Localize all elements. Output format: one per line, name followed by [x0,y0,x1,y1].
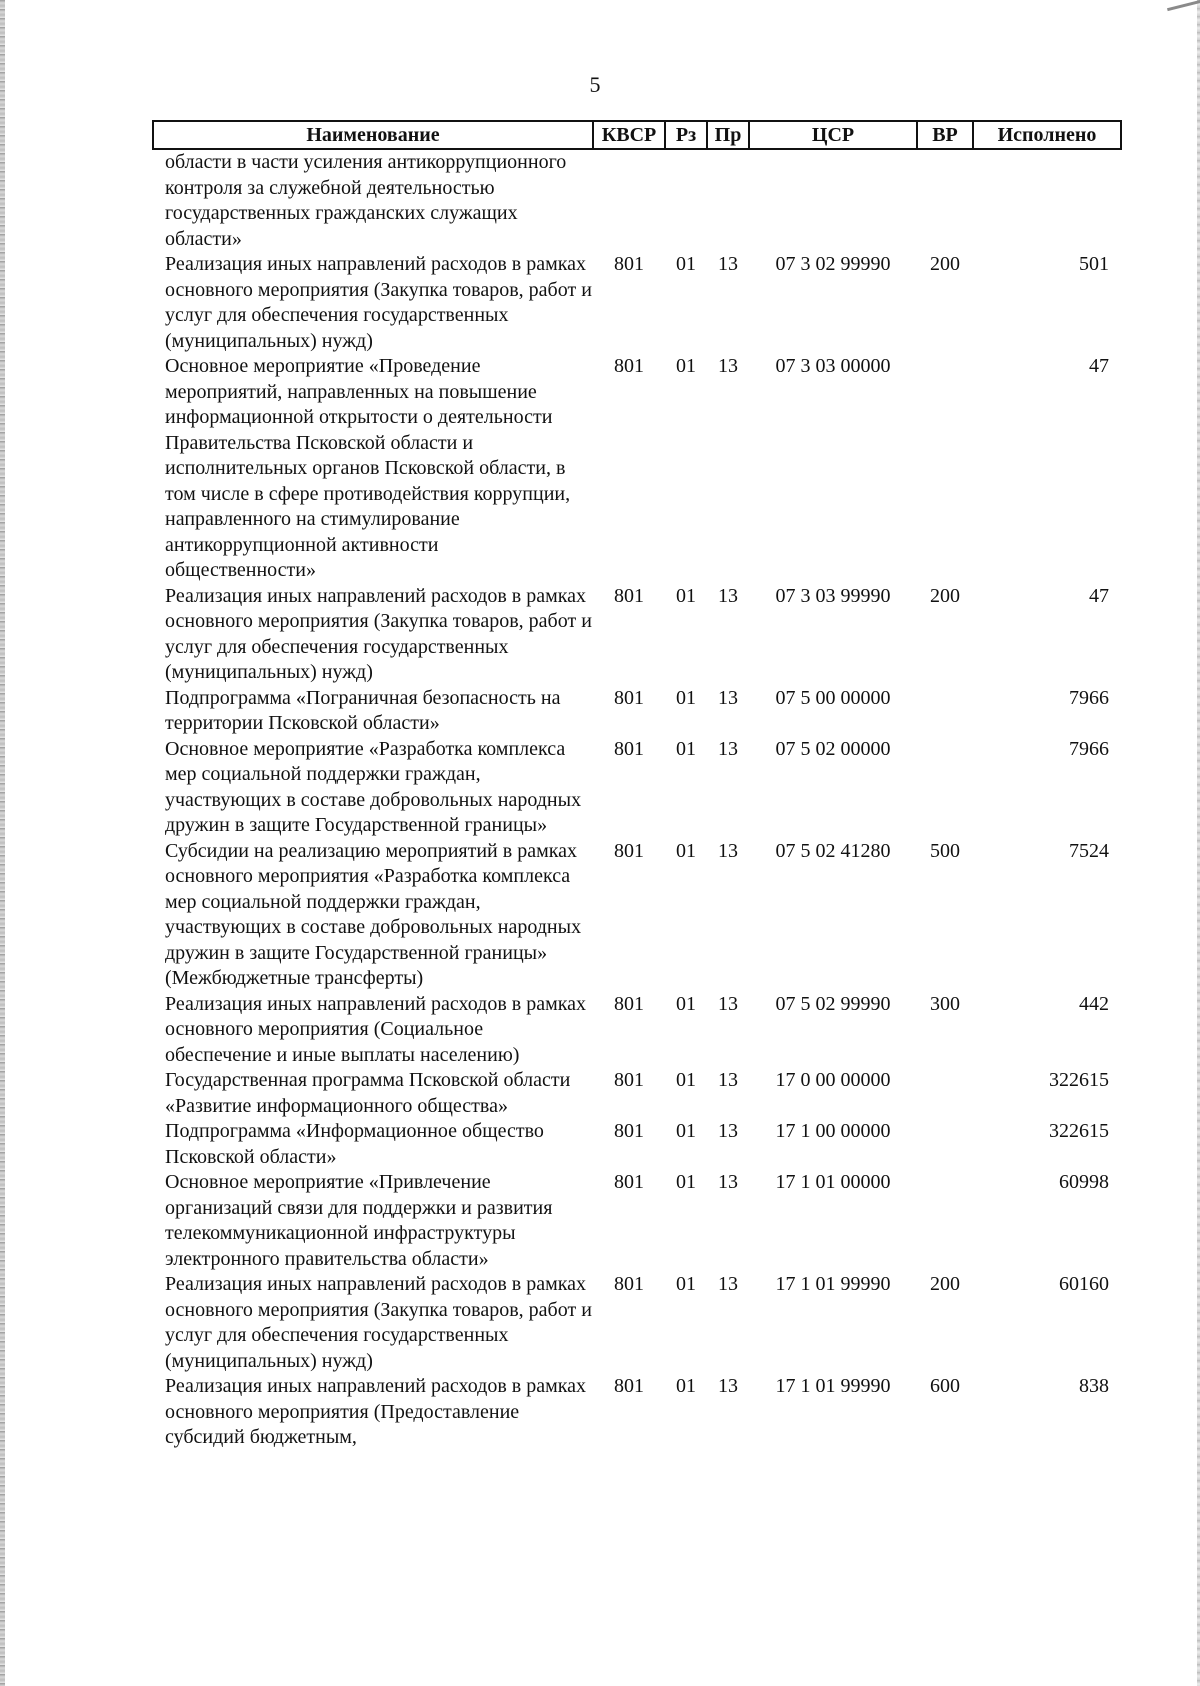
row-vr: 300 [930,992,960,1015]
table-row [153,737,1121,839]
row-name: Основное мероприятие «Разработка комплекса мер социальной поддержки граждан, участвующих в составе добровольных народных дружин в защите Государственной границы» [165,737,582,836]
header-pr: Пр [707,121,749,149]
row-rz: 01 [676,737,696,760]
row-rz: 01 [676,839,696,862]
row-csr: 17 1 01 99990 [775,1273,891,1295]
row-vr [917,1119,973,1170]
table-row [153,1374,1121,1451]
row-name: Реализация иных направлений расходов в рамках основного мероприятия (Закупка товаров, работ и услуг для обеспечения государственных (муниципальных) нужд) [165,584,592,683]
header-vr: ВР [917,121,973,149]
row-rz: 01 [676,1375,696,1397]
row-executed: 7524 [1069,839,1109,862]
scan-left-edge [0,0,5,1686]
row-vr: 600 [930,1375,960,1397]
row-csr: 17 1 01 99990 [775,1375,891,1397]
row-vr [917,686,973,737]
row-name: Реализация иных направлений расходов в рамках основного мероприятия (Закупка товаров, работ и услуг для обеспечения государственных (муниципальных) нужд) [165,253,592,352]
table-row [153,584,1121,686]
row-kvsr: 801 [614,253,644,275]
row-pr [707,149,749,252]
row-name: Реализация иных направлений расходов в рамках основного мероприятия (Предоставление субсидий бюджетным, [165,1375,587,1448]
budget-table [152,120,1122,1451]
row-name: Подпрограмма «Информационное общество Псковской области» [165,1120,544,1168]
row-pr: 13 [718,1171,738,1193]
row-rz [665,149,707,252]
table-row [153,252,1121,354]
table-row [153,686,1121,737]
row-kvsr: 801 [614,839,644,862]
row-rz: 01 [676,1120,696,1142]
row-csr: 07 5 02 99990 [775,992,891,1015]
row-executed: 322615 [1049,1069,1109,1091]
row-pr: 13 [718,839,738,862]
row-pr: 13 [718,253,738,275]
row-pr: 13 [718,1069,738,1091]
row-rz: 01 [676,253,696,275]
row-executed: 838 [1079,1375,1109,1397]
row-name: Реализация иных направлений расходов в рамках основного мероприятия (Социальное обеспечение и иные выплаты населению) [165,992,587,1066]
row-kvsr [593,149,665,252]
row-executed: 7966 [1069,686,1109,709]
row-csr: 07 5 02 41280 [775,839,891,862]
header-name: Наименование [153,121,593,149]
row-name: Субсидии на реализацию мероприятий в рамках основного мероприятия «Разработка комплекса мер социальной поддержки граждан, участвующих в составе добровольных народных дружин в защите Государственной границы» (Межбюджетные трансферты) [165,839,582,989]
row-rz: 01 [676,1171,696,1193]
row-executed: 322615 [1049,1120,1109,1142]
row-csr: 07 3 02 99990 [775,253,891,275]
row-vr: 200 [930,253,960,275]
row-name: Государственная программа Псковской области «Развитие информационного общества» [165,1069,571,1117]
page-number: 5 [589,72,601,97]
row-executed: 60998 [1059,1171,1109,1193]
row-name: Реализация иных направлений расходов в рамках основного мероприятия (Закупка товаров, работ и услуг для обеспечения государственных (муниципальных) нужд) [165,1273,592,1372]
row-pr: 13 [718,992,738,1015]
row-executed [973,149,1121,252]
row-executed: 7966 [1069,737,1109,760]
row-executed: 501 [1079,253,1109,275]
header-csr: ЦСР [749,121,917,149]
row-vr [917,354,973,584]
row-csr: 07 3 03 00000 [775,355,891,377]
row-pr: 13 [718,1273,738,1295]
row-pr: 13 [718,1375,738,1397]
row-pr: 13 [718,686,738,709]
table-header-row [153,121,1121,149]
table-row [153,354,1121,584]
row-kvsr: 801 [614,1069,644,1091]
row-executed: 442 [1079,992,1109,1015]
row-name: Основное мероприятие «Проведение мероприятий, направленных на повышение информационной открытости о деятельности Правительства Псковской области и исполнительных органов Псковской области, в том числе в сфере противодействия коррупции, направленного на стимулирование антикоррупционной активности общественности» [165,355,571,581]
row-executed: 47 [1089,355,1109,377]
row-rz: 01 [676,1069,696,1091]
row-pr: 13 [718,737,738,760]
row-name: Основное мероприятие «Привлечение организаций связи для поддержки и развития телекоммуникационной инфраструктуры электронного правительства области» [165,1171,553,1270]
row-csr: 07 5 02 00000 [775,737,891,760]
row-kvsr: 801 [614,686,644,709]
row-csr: 17 1 01 00000 [775,1171,891,1193]
row-name: Подпрограмма «Пограничная безопасность на территории Псковской области» [165,686,561,734]
row-pr: 13 [718,1120,738,1142]
row-vr [917,737,973,839]
row-vr [917,1170,973,1272]
row-kvsr: 801 [614,1273,644,1295]
row-kvsr: 801 [614,992,644,1015]
row-vr: 200 [930,584,960,607]
row-kvsr: 801 [614,355,644,377]
table-row [153,1068,1121,1119]
row-csr [749,149,917,252]
row-csr: 07 3 03 99990 [775,584,891,607]
row-executed: 47 [1089,584,1109,607]
table-row [153,1272,1121,1374]
row-rz: 01 [676,1273,696,1295]
scan-corner-mark [1167,0,1200,11]
row-csr: 17 1 00 00000 [775,1120,891,1142]
row-pr: 13 [718,355,738,377]
row-rz: 01 [676,584,696,607]
row-kvsr: 801 [614,1171,644,1193]
row-vr: 200 [930,1273,960,1295]
row-rz: 01 [676,355,696,377]
table-row [153,839,1121,992]
row-kvsr: 801 [614,1375,644,1397]
row-csr: 07 5 00 00000 [775,686,891,709]
row-executed: 60160 [1059,1273,1109,1295]
row-rz: 01 [676,992,696,1015]
row-kvsr: 801 [614,737,644,760]
header-executed: Исполнено [973,121,1121,149]
header-rz: Рз [665,121,707,149]
row-vr [917,1068,973,1119]
table-row [153,1119,1121,1170]
row-kvsr: 801 [614,1120,644,1142]
row-csr: 17 0 00 00000 [775,1069,891,1091]
row-kvsr: 801 [614,584,644,607]
row-vr [917,149,973,252]
header-kvsr: КВСР [593,121,665,149]
row-rz: 01 [676,686,696,709]
row-vr: 500 [930,839,960,862]
table-row [153,992,1121,1069]
table-row [153,1170,1121,1272]
row-pr: 13 [718,584,738,607]
table-body [153,149,1121,1451]
row-name: области в части усиления антикоррупционного контроля за служебной деятельностью государственных гражданских служащих области» [165,151,567,250]
table-row [153,149,1121,252]
